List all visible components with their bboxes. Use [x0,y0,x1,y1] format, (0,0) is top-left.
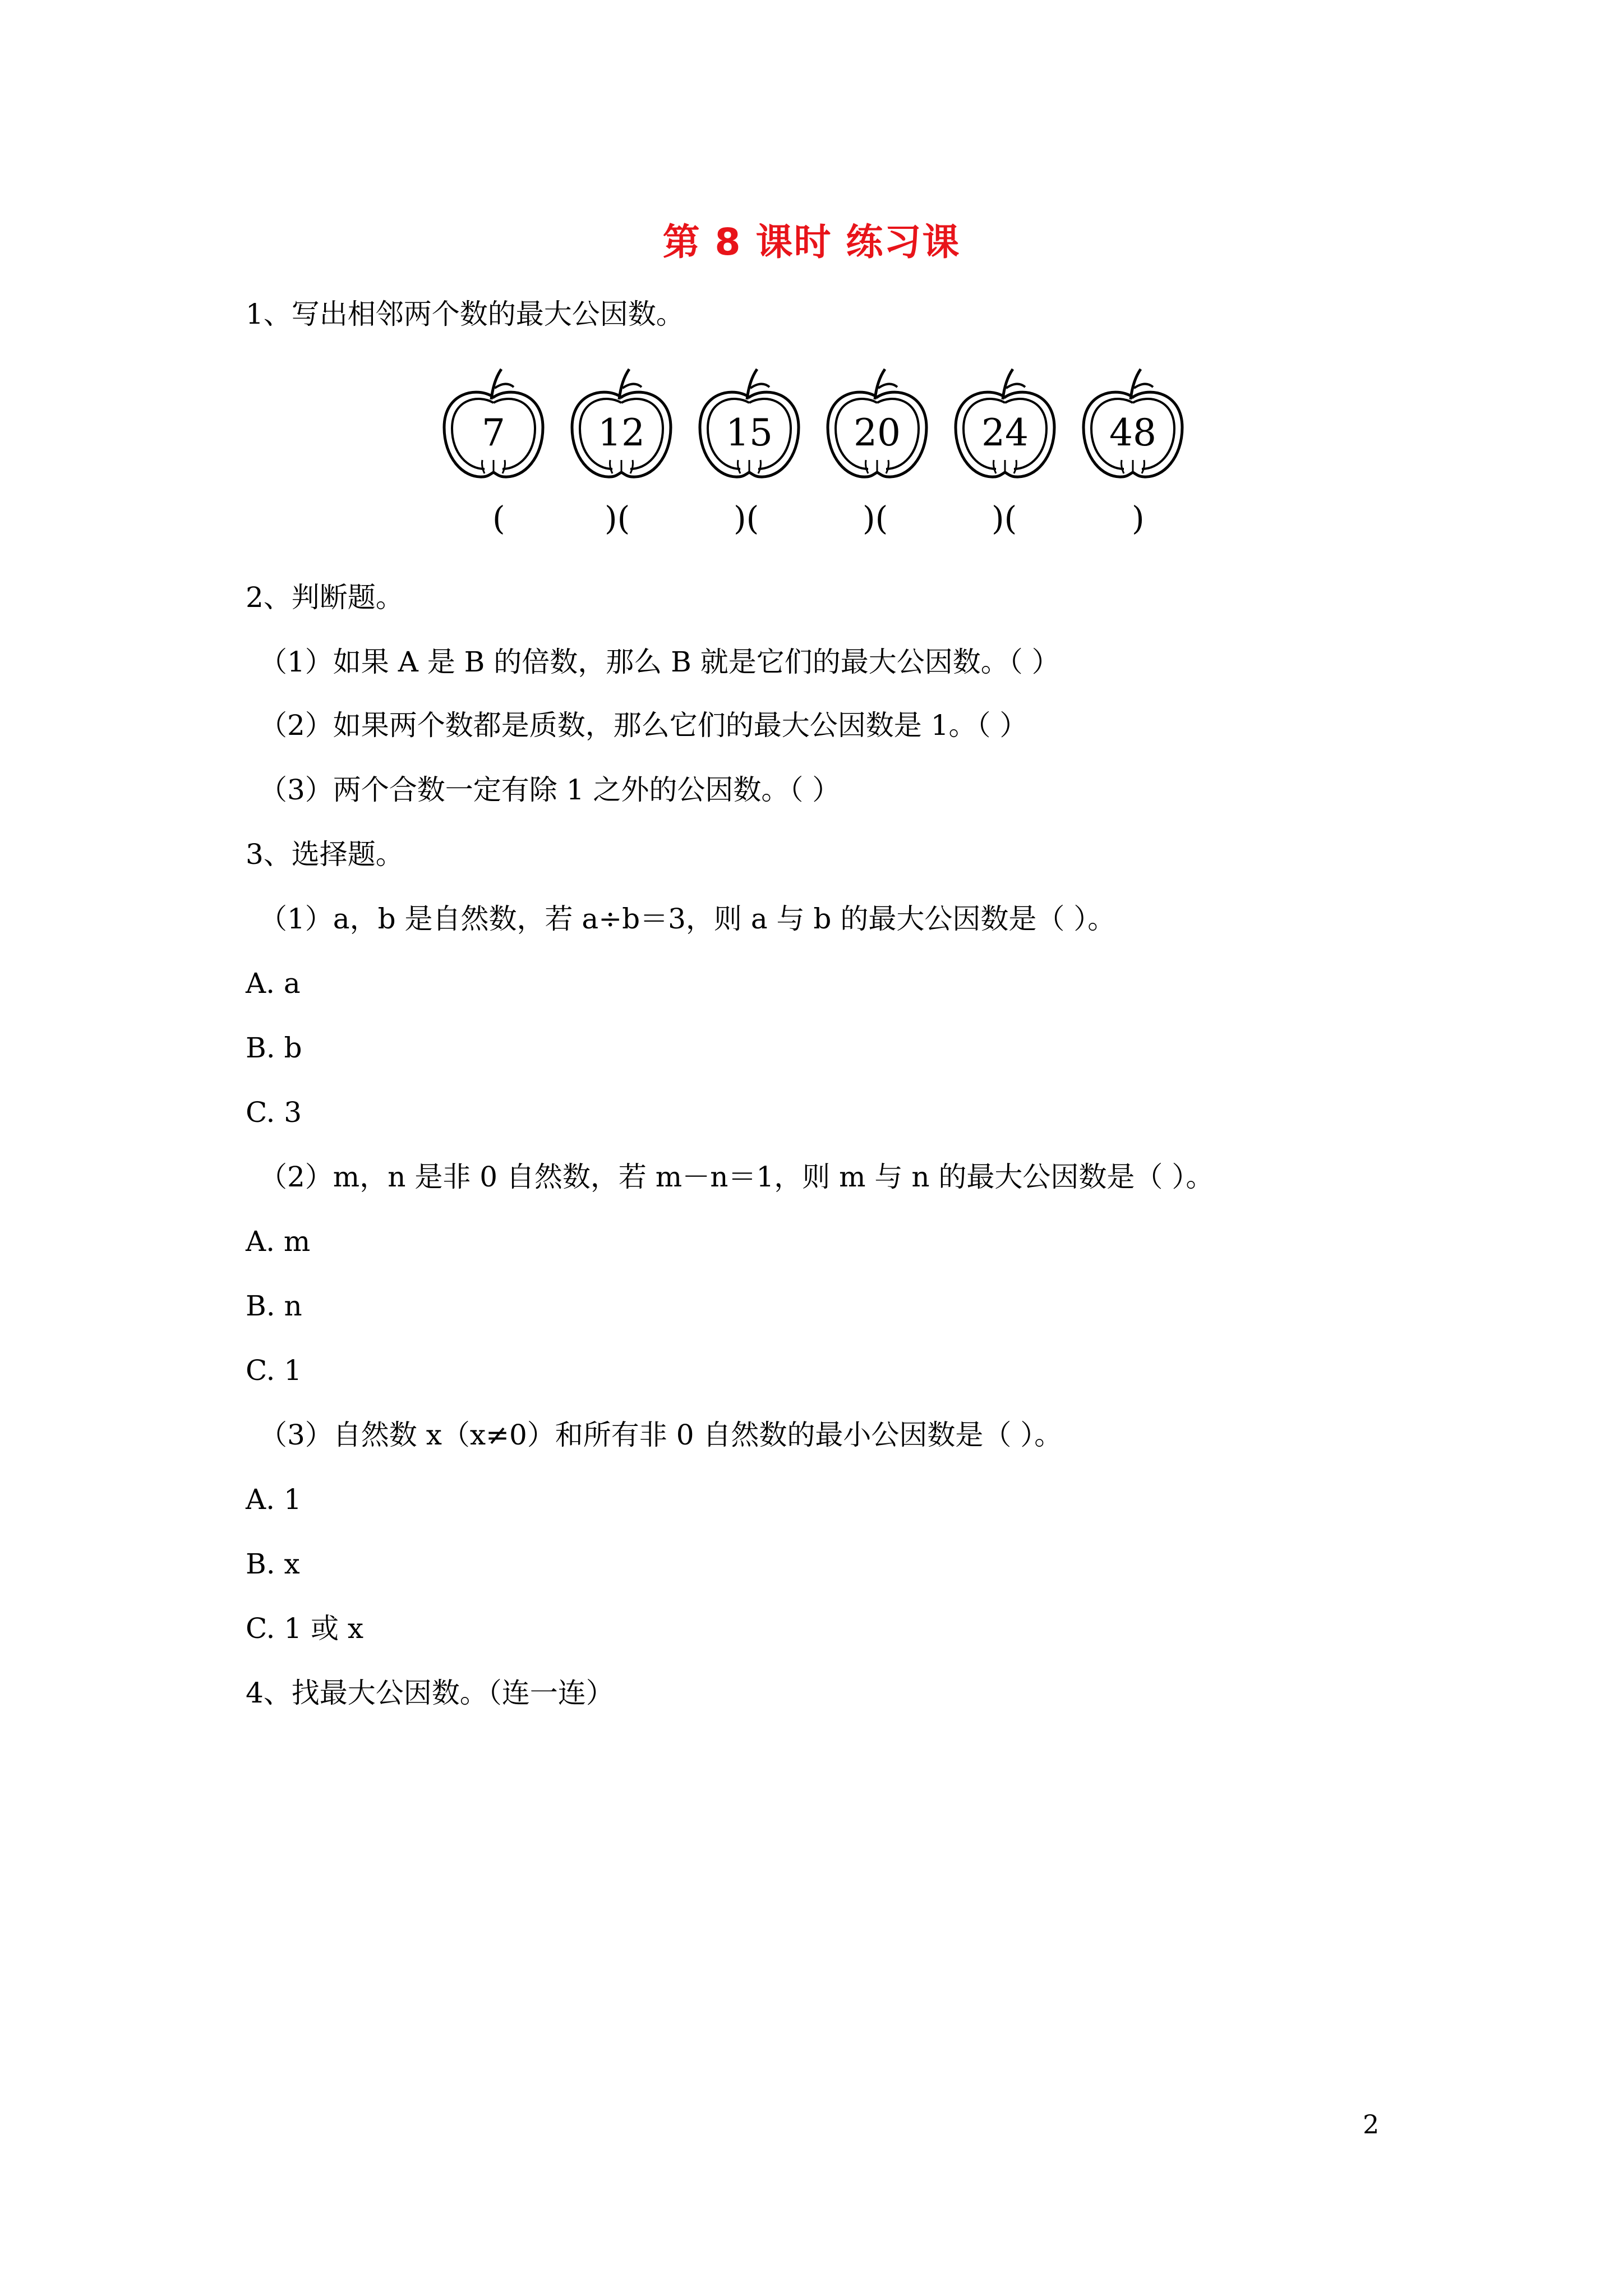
apple-48 [1083,369,1182,477]
apple-number: 7 [482,411,505,454]
judge-item-1: （1）如果 A 是 B 的倍数，那么 B 就是它们的最大公因数。（ ） [259,646,1060,678]
paren-0: ( [492,499,505,537]
paren-4: )( [992,499,1017,537]
answer-parens [0,499,1623,544]
page-number: 2 [1363,2109,1380,2139]
choice-2-option-b: B. n [246,1290,302,1322]
choice-3-option-b: B. x [246,1548,300,1580]
paren-2: )( [734,499,759,537]
apple-12 [572,369,671,477]
page-title: 第 8 课时 练习课 [662,220,961,264]
apple-15 [700,369,799,477]
choice-3-stem: （3）自然数 x（x≠0）和所有非 0 自然数的最小公因数是（ ）。 [259,1419,1063,1451]
paren-1: )( [605,499,630,537]
apple-number: 12 [598,411,645,454]
question-3-label: 3、选择题。 [246,838,404,871]
paren-3: )( [863,499,888,537]
choice-1-option-c: C. 3 [246,1096,302,1129]
apple-7 [444,369,543,477]
choice-1-option-a: A. a [246,967,301,1000]
apple-number: 48 [1109,411,1156,454]
choice-1-stem: （1）a，b 是自然数，若 a÷b＝3，则 a 与 b 的最大公因数是（ ）。 [259,903,1116,935]
apple-number: 15 [726,411,773,454]
choice-2-option-c: C. 1 [246,1354,302,1387]
question-4-label: 4、找最大公因数。（连一连） [246,1677,614,1709]
question-1-label: 1、写出相邻两个数的最大公因数。 [246,298,684,330]
choice-3-option-c: C. 1 或 x [246,1612,364,1645]
choice-2-stem: （2）m，n 是非 0 自然数，若 m－n＝1，则 m 与 n 的最大公因数是（ ）。 [259,1161,1214,1193]
apple-number: 20 [854,411,901,454]
choice-1-option-b: B. b [246,1032,302,1064]
question-2-label: 2、判断题。 [246,581,404,614]
paren-5: ) [1132,499,1145,537]
judge-item-2: （2）如果两个数都是质数，那么它们的最大公因数是 1。（ ） [259,709,1028,742]
apple-20 [828,369,926,477]
judge-item-3: （3）两个合数一定有除 1 之外的公因数。（ ） [259,774,841,806]
choice-2-option-a: A. m [246,1225,311,1258]
apple-24 [956,369,1054,477]
apple-number: 24 [981,411,1029,454]
choice-3-option-a: A. 1 [246,1483,302,1516]
